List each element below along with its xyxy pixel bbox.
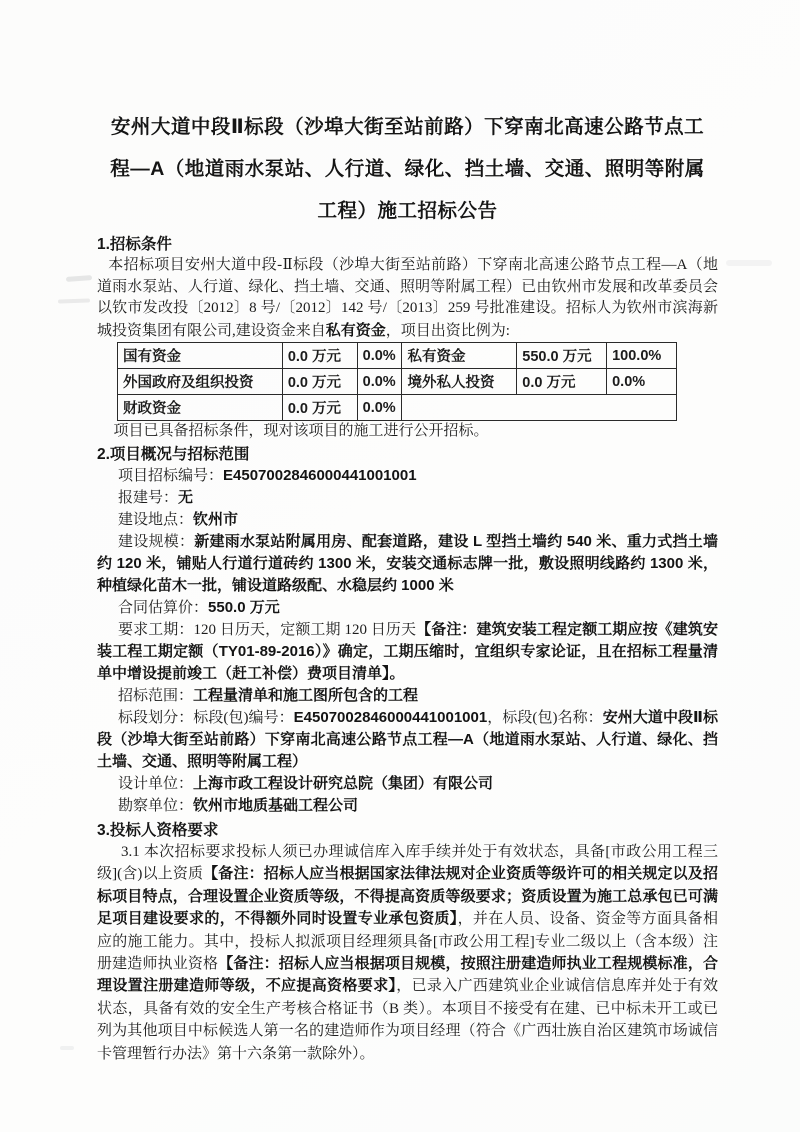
title-line-1: 安州大道中段Ⅱ标段（沙埠大街至站前路）下穿南北高速公路节点工: [110, 116, 705, 138]
item-value: 新建雨水泵站附属用房、配套道路，建设 L 型挡土墙约 540 米、重力式挡土墙约 120 米，铺贴人行道行道砖约 1300 米，安装交通标志牌一批，敷设照明线路约 1300 米，种植绿化苗木一批，铺设道路级配、水稳层约 1000 米: [97, 533, 718, 594]
text-segment-bold: 【备注：招标人应当根据项目规模，按照注册建造师执业工程规模标准，合理设置注册建造师等级，不应提高资格要求】: [97, 955, 718, 995]
item-filing-number: [97, 487, 718, 509]
table-cell: 财政资金: [118, 395, 283, 421]
table-cell: 550.0 万元: [517, 343, 607, 369]
scan-artifact: [58, 298, 90, 303]
item-value: E4507002846000441001001: [223, 467, 417, 484]
item-label: 招标范围：: [118, 688, 194, 704]
funding-ratio-table: [117, 342, 677, 421]
item-value: 钦州市地质基础工程公司: [193, 797, 359, 814]
item-label: 报建号：: [118, 490, 179, 506]
table-cell: 0.0 万元: [282, 343, 357, 369]
table-cell: 私有资金: [402, 343, 517, 369]
item-sub-label: ，标段(包)名称：: [487, 710, 603, 726]
item-label: 项目招标编号：: [118, 468, 224, 484]
table-row: [118, 395, 677, 421]
text-segment: ，项目出资比例为:: [385, 322, 510, 339]
section1-closing-line: 项目已具备招标条件，现对该项目的施工进行公开招标。: [113, 423, 489, 439]
table-cell: 境外私人投资: [402, 369, 517, 395]
item-section-number: E4507002846000441001001: [293, 709, 488, 726]
section1-intro-paragraph: [97, 255, 718, 342]
item-value: 上海市政工程设计研究总院（集团）有限公司: [193, 775, 494, 792]
document-body: [97, 106, 718, 1065]
table-cell: 0.0 万元: [282, 369, 357, 395]
item-label: 设计单位：: [118, 776, 194, 792]
item-construction-scale: [97, 531, 718, 597]
item-label: 勘察单位：: [118, 798, 194, 814]
item-value: 工程量清单和施工图所包含的工程: [193, 687, 419, 704]
text-segment: 3.1 本次招标要求投标人须已办理诚信库入库手续并处于有效状态，具备[市政公用工程三级](含)以上资质: [97, 844, 718, 883]
item-section-name: 安州大道中段Ⅱ标段（沙埠大街至站前路）下穿南北高速公路节点工程—A（地道雨水泵站、人行道、绿化、挡土墙、交通、照明等附属工程）: [97, 709, 718, 770]
item-tender-scope: [97, 685, 718, 707]
table-cell: 100.0%: [607, 343, 677, 369]
item-section-division: [97, 707, 718, 773]
table-cell: 0.0%: [357, 369, 402, 395]
table-cell: 外国政府及组织投资: [118, 369, 283, 395]
table-cell: 0.0%: [357, 395, 402, 421]
item-contract-estimate: [97, 597, 718, 619]
title-line-2: 程—A（地道雨水泵站、人行道、绿化、挡土墙、交通、照明等附属: [110, 158, 705, 180]
table-row: [118, 343, 677, 369]
text-segment-bold: 私有资金: [325, 321, 386, 339]
item-label: 合同估算价：: [118, 600, 209, 616]
item-note-bold: 【备注：建筑安装工程定额工期应按《建筑安装工程工期定额（TY01-89-2016）》确定，工期压缩时，宜组织专家论证，且在招标工程量清单中增设提前竣工（赶工补偿）费项目清单】。: [97, 621, 718, 682]
item-survey-unit: [97, 795, 718, 817]
title-line-3: 工程）施工招标公告: [317, 200, 498, 222]
text-segment: 本招标项目安州大道中段-Ⅱ标段（沙埠大街至站前路）下穿南北高速公路节点工程—A（地道雨水泵站、人行道、绿化、挡土墙、交通、照明等附属工程）已由钦州市发展和改革委员会以钦市发改投〔2012〕8 号/〔2012〕142 号/〔2013〕259 号批准建设。招标人为钦州市滨海新城投资集团有限公司,建设资金来自: [97, 257, 718, 339]
section2-heading: 2.项目概况与招标范围: [97, 446, 250, 463]
scan-artifact: [726, 260, 772, 266]
scan-artifact: [66, 275, 92, 282]
table-cell-merged-empty: [402, 395, 677, 421]
item-label: 建设地点：: [118, 512, 194, 528]
item-sub-label: 标段(包)编号：: [193, 710, 294, 726]
table-cell: 0.0%: [357, 343, 402, 369]
scan-artifact: [60, 1046, 74, 1050]
section1-heading: 1.招标条件: [97, 236, 172, 253]
item-value: 钦州市: [193, 511, 239, 528]
text-segment-bold: 【备注：招标人应当根据国家法律法规对企业资质等级许可的相关规定以及招标项目特点，合理设置企业资质等级，不得提高资质等级要求；资质设置为施工总承包已可满足项目建设要求的，不得额外同时设置专业承包资质】: [97, 865, 718, 928]
table-cell: 国有资金: [118, 343, 283, 369]
item-construction-site: [97, 509, 718, 531]
item-label: 要求工期：: [118, 622, 194, 638]
item-project-tender-number: [97, 465, 718, 487]
section3-heading: 3.投标人资格要求: [97, 822, 219, 839]
document-title: [97, 106, 718, 232]
item-design-unit: [97, 773, 718, 795]
item-required-duration: [97, 619, 718, 685]
item-label: 建设规模：: [118, 534, 195, 550]
table-row: [118, 369, 677, 395]
item-value: 无: [178, 489, 194, 506]
table-cell: 0.0 万元: [517, 369, 607, 395]
item-value: 120 日历天，定额工期 120 日历天: [193, 622, 417, 638]
section3-paragraph: [97, 841, 718, 1065]
item-value: 550.0 万元: [208, 599, 280, 616]
text-segment: ，并在人员、设备、资金等方面具备相应的施工能力。其中，投标人拟派项目经理须具备[市政公用工程]专业二级以上（含本级）注册建造师执业资格: [97, 911, 718, 973]
table-cell: 0.0 万元: [282, 395, 357, 421]
text-segment: ，已录入广西建筑业企业诚信信息库并处于有效状态，具备有效的安全生产考核合格证书（B 类）。本项目不接受有在建、已中标未开工或已列为其他项目中标候选人第一名的建造师作为项目经理（符合《广西壮族自治区建筑市场诚信卡管理暂行办法》第十六条第一款除外）。: [97, 978, 718, 1062]
item-label: 标段划分：: [118, 710, 194, 726]
table-cell: 0.0%: [607, 369, 677, 395]
